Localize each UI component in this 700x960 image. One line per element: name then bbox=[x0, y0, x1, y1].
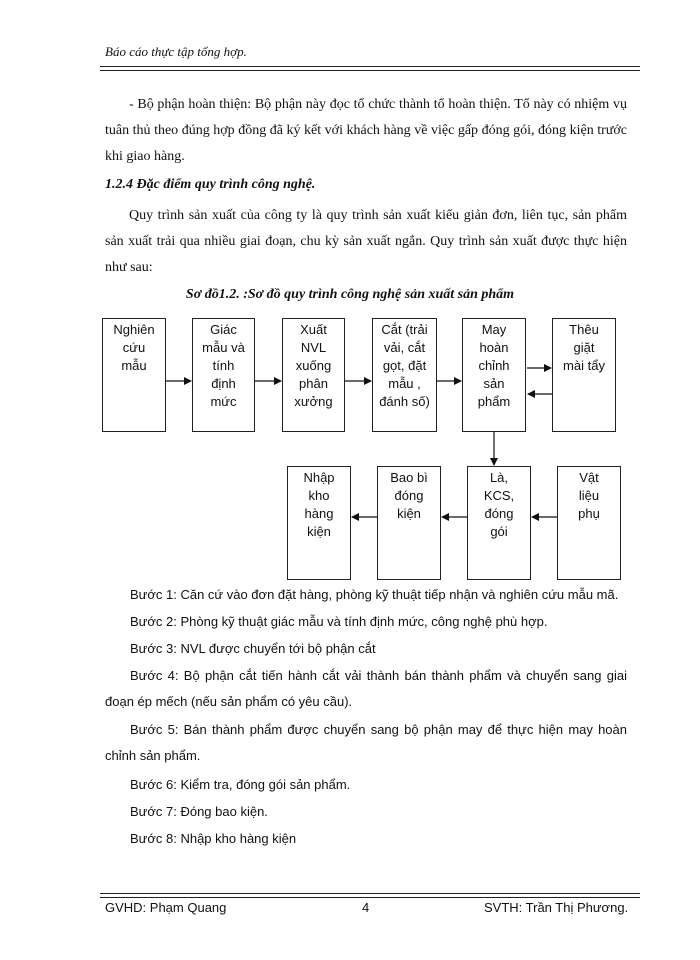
step-5: Bước 5: Bán thành phẩm được chuyển sang bộ phận may để thực hiện may hoàn chỉnh sản phẩm. bbox=[105, 722, 627, 763]
step-2: Bước 2: Phòng kỹ thuật giác mẫu và tính định mức, công nghệ phù hợp. bbox=[130, 614, 548, 629]
page-number: 4 bbox=[362, 900, 370, 915]
box-nghien-cuu-mau: Nghiên cứu mẫu bbox=[102, 318, 166, 432]
box-la-kcs: Là, KCS, đóng gói bbox=[467, 466, 531, 580]
step-8: Bước 8: Nhập kho hàng kiện bbox=[130, 831, 297, 846]
paragraph-finishing-department: - Bộ phận hoàn thiện: Bộ phận này đọc tổ chức thành tổ hoàn thiện. Tổ này có nhiệm vụ tuân thủ theo đúng hợp đồng đã ký kết với khách hàng về việc gấp đóng gói, đóng kiện trước khi giao hàng. bbox=[105, 97, 627, 164]
paragraph-production-process: Quy trình sản xuất của công ty là quy trình sản xuất kiểu giản đơn, liên tục, sản phẩm sản xuất trải qua nhiều giai đoạn, chu kỳ sản xuất ngắn. Quy trình sản xuất được thực hiện như sau: bbox=[105, 208, 627, 275]
box-theu-giat: Thêu giặt mài tẩy bbox=[552, 318, 616, 432]
page-header-title: Báo cáo thực tập tổng hợp. bbox=[105, 44, 247, 59]
footer-advisor: GVHD: Phạm Quang bbox=[105, 900, 227, 915]
box-vat-lieu-phu: Vật liệu phụ bbox=[557, 466, 621, 580]
footer-rule bbox=[100, 893, 640, 898]
box-bao-bi: Bao bì đóng kiện bbox=[377, 466, 441, 580]
step-4: Bước 4: Bộ phận cắt tiến hành cắt vải thành bán thành phẩm và chuyển sang giai đoạn ép mếch (nếu sản phẩm có yêu cầu). bbox=[105, 668, 627, 709]
box-giac-mau: Giác mẫu và tính định mức bbox=[192, 318, 255, 432]
footer-student: SVTH: Trần Thị Phương. bbox=[484, 900, 629, 915]
box-cat: Cắt (trải vải, cắt gọt, đặt mẫu , đánh số) bbox=[372, 318, 437, 432]
step-7: Bước 7: Đóng bao kiện. bbox=[130, 804, 268, 819]
box-may-hoan-chinh: May hoàn chỉnh sản phẩm bbox=[462, 318, 526, 432]
step-1: Bước 1: Căn cứ vào đơn đặt hàng, phòng kỹ thuật tiếp nhận và nghiên cứu mẫu mã. bbox=[130, 587, 619, 602]
section-heading: 1.2.4 Đặc điểm quy trình công nghệ. bbox=[105, 177, 316, 192]
box-nhap-kho: Nhập kho hàng kiện bbox=[287, 466, 351, 580]
step-6: Bước 6: Kiểm tra, đóng gói sản phẩm. bbox=[130, 777, 351, 792]
box-xuat-nvl: Xuất NVL xuống phân xưởng bbox=[282, 318, 345, 432]
step-3: Bước 3: NVL được chuyển tới bộ phận cắt bbox=[130, 641, 376, 656]
diagram-caption: Sơ đồ1.2. :Sơ đồ quy trình công nghệ sản xuất sản phẩm bbox=[185, 287, 515, 302]
